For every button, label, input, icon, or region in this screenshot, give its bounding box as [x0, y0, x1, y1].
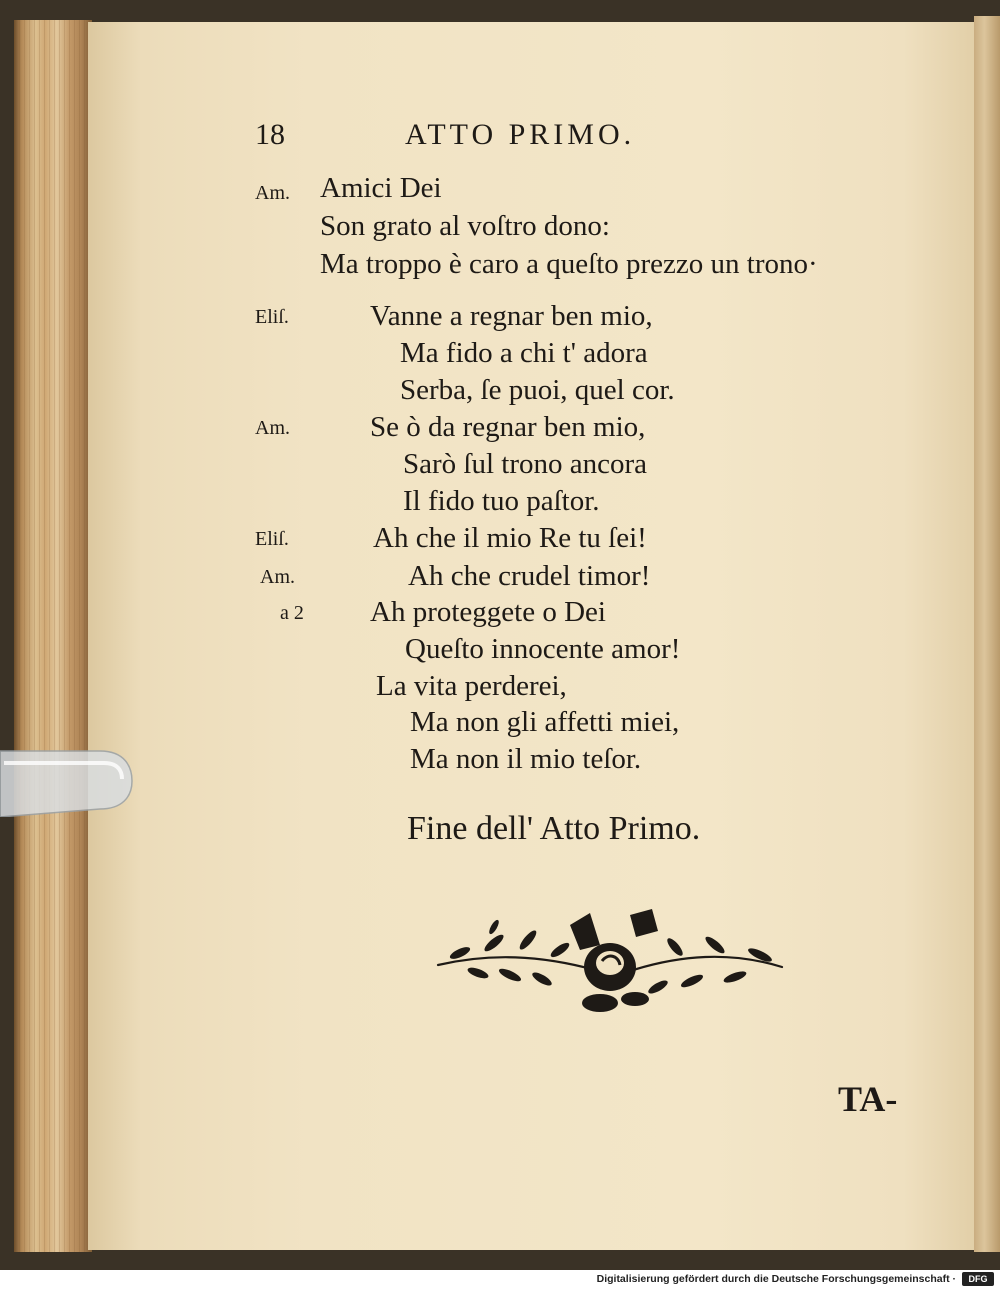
- verse-line: Ah che il mio Re tu ſei!: [373, 522, 647, 554]
- speaker-label: Am.: [255, 182, 290, 204]
- verse-line: Se ò da regnar ben mio,: [370, 411, 646, 443]
- verse-line: Ma non il mio teſor.: [410, 743, 642, 775]
- page-number: 18: [255, 118, 285, 151]
- next-page-edge: [974, 16, 1000, 1252]
- scanner-clip: [0, 745, 135, 817]
- speaker-label: Am.: [255, 417, 290, 439]
- verse-line: Ma non gli affetti miei,: [410, 706, 680, 738]
- verse-line: La vita perderei,: [376, 670, 567, 702]
- verse-line: Amici Dei: [320, 172, 442, 204]
- act-end-heading: Fine dell' Atto Primo.: [407, 810, 701, 847]
- speaker-label: Am.: [260, 566, 295, 588]
- verse-line: Son grato al voſtro dono:: [320, 210, 610, 242]
- verse-line: Ma fido a chi t' adora: [400, 337, 648, 369]
- running-head: ATTO PRIMO.: [405, 118, 636, 151]
- speaker-label: Eliſ.: [255, 306, 289, 328]
- verse-line: Il fido tuo paſtor.: [403, 485, 600, 517]
- verse-line: Ma troppo è caro a queſto prezzo un trono·: [320, 248, 818, 280]
- verse-line: Serba, ſe puoi, quel cor.: [400, 374, 675, 406]
- footer-credit: Digitalisierung gefördert durch die Deutsche Forschungsgemeinschaft ·: [596, 1273, 956, 1285]
- verse-line: Sarò ſul trono ancora: [403, 448, 648, 480]
- book-page-edges: [14, 20, 92, 1252]
- verse-line: Ah proteggete o Dei: [370, 596, 606, 628]
- speaker-label: Eliſ.: [255, 528, 289, 550]
- verse-line: Queſto innocente amor!: [405, 633, 681, 665]
- catchword: TA-: [838, 1079, 898, 1119]
- verse-line: Ah che crudel timor!: [408, 560, 651, 592]
- dfg-logo: DFG: [962, 1272, 994, 1286]
- printers-ornament-icon: [430, 905, 790, 1025]
- verse-line: Vanne a regnar ben mio,: [370, 300, 653, 332]
- speaker-label: a 2: [280, 602, 304, 624]
